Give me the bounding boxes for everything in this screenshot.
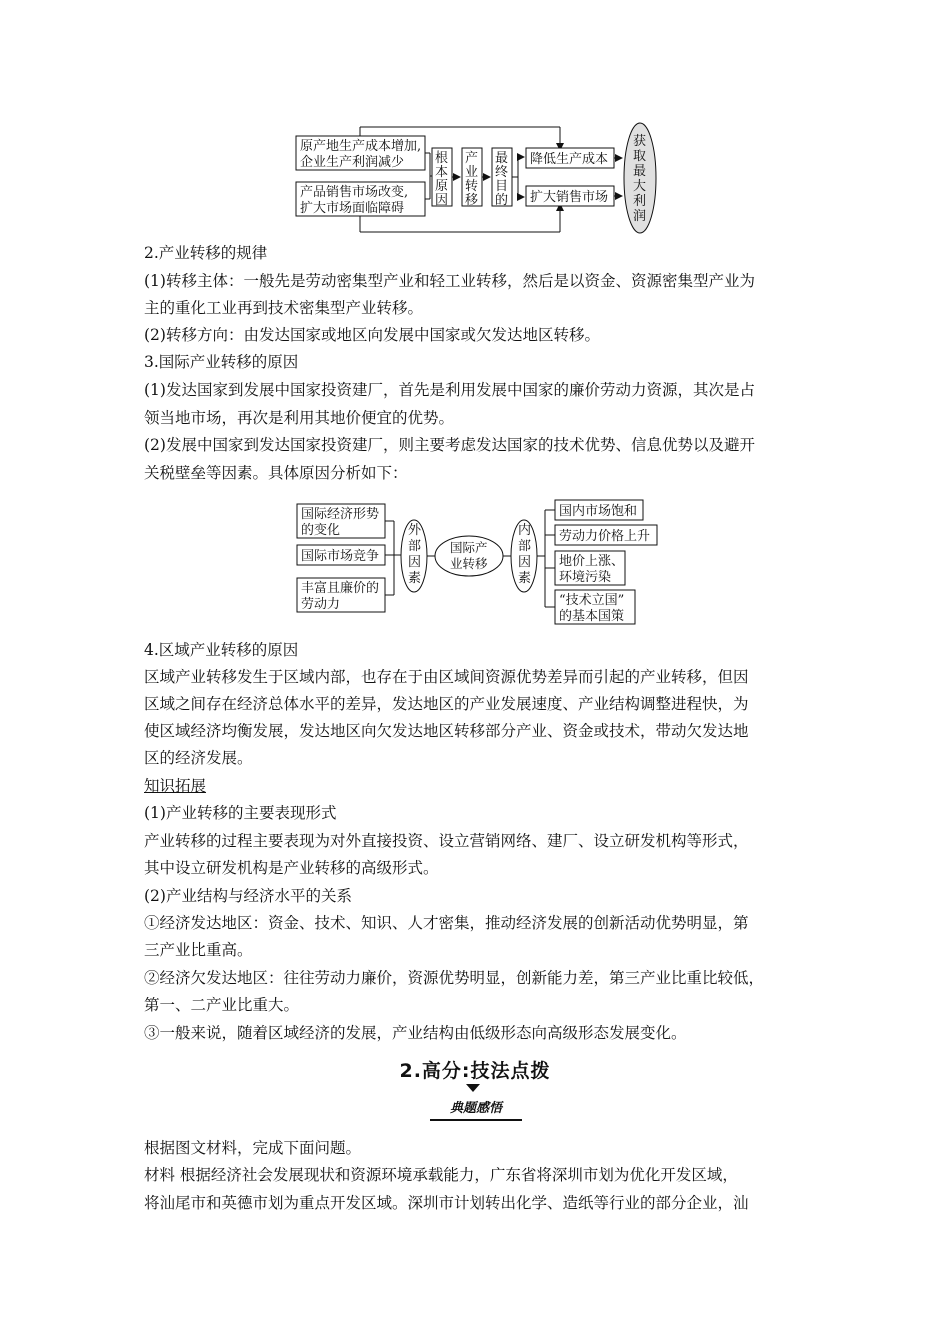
svg-text:的: 的	[495, 193, 509, 208]
ribbon-underline	[430, 1119, 522, 1121]
svg-text:原: 原	[435, 179, 449, 194]
list-item: 三产业比重高。	[144, 941, 253, 959]
section-heading-international: 3.国际产业转移的原因	[144, 353, 299, 371]
svg-text:最: 最	[495, 151, 509, 166]
list-item: ③一般来说，随着区域经济的发展，产业结构由低级形态向高级形态发展变化。	[144, 1024, 687, 1042]
svg-text:外: 外	[408, 523, 422, 538]
paragraph-text: (1)发达国家到发展中国家投资建厂，首先是利用发展中国家的廉价劳动力资源，其次是占	[144, 381, 755, 399]
svg-text:部: 部	[408, 539, 422, 554]
cause-box-market-line2: 扩大市场面临障碍	[300, 201, 405, 216]
svg-text:劳动力: 劳动力	[301, 597, 341, 612]
svg-text:环境污染: 环境污染	[559, 570, 612, 585]
svg-text:大: 大	[633, 179, 647, 194]
section-heading-regional: 4.区域产业转移的原因	[144, 641, 299, 659]
list-item: 第一、二产业比重大。	[144, 996, 300, 1014]
svg-text:丰富且廉价的: 丰富且廉价的	[301, 581, 380, 596]
svg-text:扩大销售市场: 扩大销售市场	[530, 190, 609, 205]
section-banner-title: 2.高分:技法点拨	[399, 1060, 551, 1082]
paragraph-text: 区域产业转移发生于区域内部，也存在于由区域间资源优势差异而引起的产业转移，但因	[144, 668, 749, 686]
paragraph-text: 使区域经济均衡发展，发达地区向欠发达地区转移部分产业、资金或技术，带动欠发达地	[144, 722, 749, 740]
cause-box-cost-line2: 企业生产利润减少	[300, 155, 405, 170]
svg-text:因: 因	[518, 555, 532, 570]
svg-text:终: 终	[495, 165, 509, 180]
svg-text:部: 部	[518, 539, 532, 554]
svg-text:因: 因	[408, 555, 422, 570]
list-item: ①经济发达地区：资金、技术、知识、人才密集，推动经济发展的创新活动优势明显，第	[144, 914, 749, 932]
list-item: ②经济欠发达地区：往往劳动力廉价，资源优势明显，创新能力差，第三产业比重比较低，	[144, 969, 765, 987]
material-text: 将汕尾市和英德市划为重点开发区域。深圳市计划转出化学、造纸等行业的部分企业，汕	[144, 1194, 749, 1212]
svg-text:素: 素	[408, 571, 422, 586]
svg-text:国际经济形势: 国际经济形势	[301, 507, 380, 522]
typical-question-ribbon	[430, 1098, 522, 1122]
svg-text:利: 利	[633, 194, 647, 209]
svg-text:国际市场竞争: 国际市场竞争	[301, 549, 380, 564]
paragraph-text: 关税壁垒等因素。具体原因分析如下：	[144, 464, 408, 482]
svg-text:取: 取	[633, 149, 647, 164]
paragraph-text: 区的经济发展。	[144, 749, 253, 767]
paragraph-text: 产业转移的过程主要表现为对外直接投资、设立营销网络、建厂、设立研发机构等形式，	[144, 832, 749, 850]
paragraph-text: (2)转移方向：由发达国家或地区向发展中国家或欠发达地区转移。	[144, 326, 600, 344]
svg-text:的变化: 的变化	[301, 523, 341, 538]
paragraph-text: 区域之间存在经济总体水平的差异，发达地区的产业发展速度、产业结构调整进程快，为	[144, 695, 749, 713]
svg-text:素: 素	[518, 571, 532, 586]
svg-text:业: 业	[465, 165, 479, 180]
cause-box-cost-line1: 原产地生产成本增加,	[300, 139, 422, 154]
svg-text:降低生产成本: 降低生产成本	[530, 152, 609, 167]
svg-text:目: 目	[495, 179, 509, 194]
section-heading-rules: 2.产业转移的规律	[144, 244, 268, 262]
svg-text:获: 获	[633, 134, 647, 149]
material-text: 材料 根据经济社会发展现状和资源环境承载能力，广东省将深圳市划为优化开发区域，	[144, 1166, 738, 1184]
svg-text:产: 产	[465, 151, 479, 166]
international-transfer-factor-diagram	[292, 498, 672, 626]
paragraph-text: (1)转移主体：一般先是劳动密集型产业和轻工业转移，然后是以资金、资源密集型产业为	[144, 272, 755, 290]
svg-text:国内市场饱和: 国内市场饱和	[559, 504, 638, 519]
ribbon-label: 典题感悟	[449, 1101, 502, 1116]
cause-box-market-line1: 产品销售市场改变,	[300, 185, 409, 200]
paragraph-text: 其中设立研发机构是产业转移的高级形式。	[144, 859, 439, 877]
svg-text:润: 润	[633, 209, 647, 224]
paragraph-text: 主的重化工业再到技术密集型产业转移。	[144, 299, 424, 317]
knowledge-extension-title: 知识拓展	[144, 777, 207, 795]
subheading: (1)产业转移的主要表现形式	[144, 804, 337, 822]
industry-transfer-cause-diagram	[290, 122, 670, 240]
svg-text:根: 根	[435, 151, 449, 166]
svg-text:转: 转	[465, 179, 479, 194]
svg-text:业转移: 业转移	[450, 556, 488, 571]
paragraph-text: (2)发展中国家到发达国家投资建厂，则主要考虑发达国家的技术优势、信息优势以及避开	[144, 436, 755, 454]
svg-text:本: 本	[435, 165, 449, 180]
paragraph-text: 领当地市场，再次是利用其地价便宜的优势。	[144, 409, 455, 427]
svg-text:最: 最	[633, 164, 647, 179]
svg-text:地价上涨、: 地价上涨、	[559, 554, 625, 569]
svg-text:劳动力价格上升: 劳动力价格上升	[559, 529, 651, 544]
svg-text:移: 移	[465, 193, 479, 208]
svg-text:的基本国策: 的基本国策	[559, 609, 625, 624]
svg-text:因: 因	[435, 193, 449, 208]
subheading: (2)产业结构与经济水平的关系	[144, 887, 352, 905]
svg-text:国际产: 国际产	[450, 540, 488, 555]
banner-arrow-icon	[466, 1084, 480, 1092]
question-intro: 根据图文材料，完成下面问题。	[144, 1139, 362, 1157]
svg-text:“技术立国”: “技术立国”	[559, 593, 625, 608]
svg-text:内: 内	[518, 523, 532, 538]
